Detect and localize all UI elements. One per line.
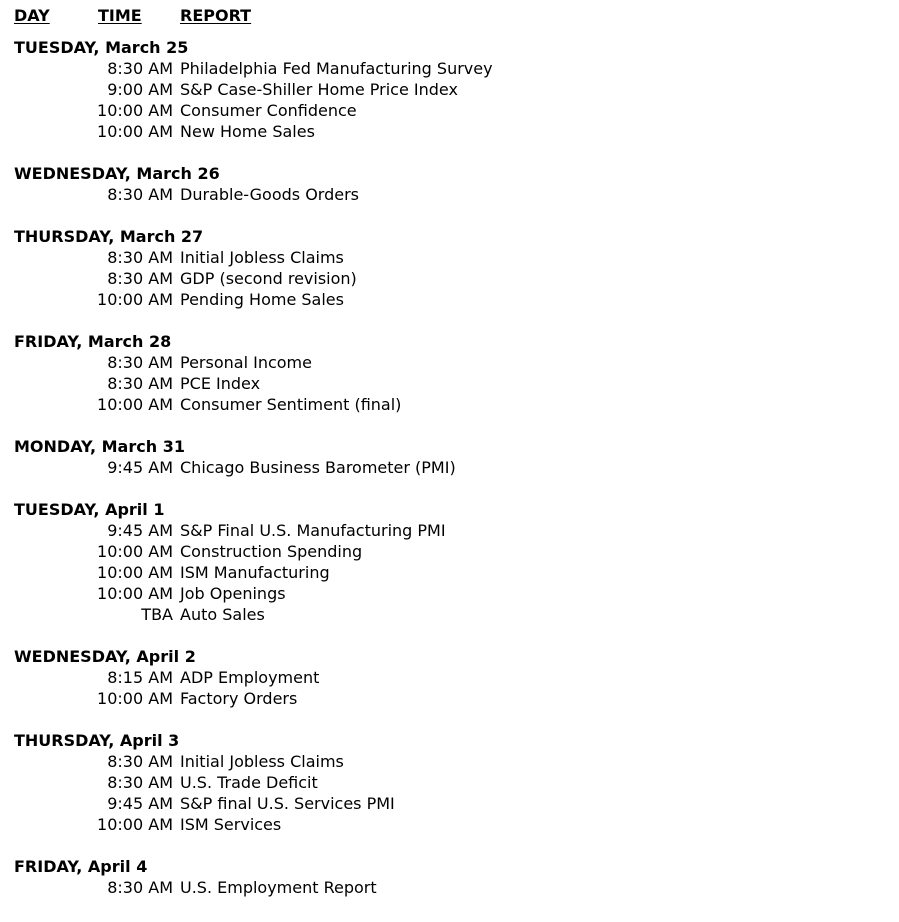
- event-time: 8:15 AM: [107, 668, 173, 687]
- event-row: [14, 121, 884, 142]
- event-report: Factory Orders: [180, 689, 298, 708]
- day-block: [14, 163, 884, 205]
- economic-calendar: [14, 5, 884, 919]
- event-time: TBA: [141, 605, 173, 624]
- event-row: [14, 772, 884, 793]
- event-time: 8:30 AM: [107, 752, 173, 771]
- event-row: [14, 100, 884, 121]
- event-time: 10:00 AM: [97, 815, 173, 834]
- event-time: 10:00 AM: [97, 395, 173, 414]
- event-row: [14, 58, 884, 79]
- event-row: [14, 562, 884, 583]
- event-time: 8:30 AM: [107, 773, 173, 792]
- event-row: [14, 394, 884, 415]
- event-time: 8:30 AM: [107, 269, 173, 288]
- event-time: 10:00 AM: [97, 542, 173, 561]
- event-report: PCE Index: [180, 374, 261, 393]
- event-report: U.S. Trade Deficit: [180, 773, 318, 792]
- event-time: 8:30 AM: [107, 374, 173, 393]
- event-time: 10:00 AM: [97, 689, 173, 708]
- event-report: S&P Case-Shiller Home Price Index: [180, 80, 458, 99]
- event-time: 9:45 AM: [107, 521, 173, 540]
- event-report: Auto Sales: [180, 605, 265, 624]
- day-block: [14, 646, 884, 709]
- day-title: TUESDAY, March 25: [14, 38, 189, 57]
- event-report: GDP (second revision): [180, 269, 357, 288]
- day-title: WEDNESDAY, March 26: [14, 164, 220, 183]
- event-report: Consumer Confidence: [180, 101, 357, 120]
- event-report: Personal Income: [180, 353, 312, 372]
- day-block: [14, 856, 884, 898]
- event-row: [14, 520, 884, 541]
- event-row: [14, 688, 884, 709]
- event-row: [14, 247, 884, 268]
- event-report: ISM Manufacturing: [180, 563, 330, 582]
- event-report: Job Openings: [180, 584, 286, 603]
- event-time: 10:00 AM: [97, 122, 173, 141]
- report-column-header: REPORT: [180, 6, 252, 25]
- event-row: [14, 583, 884, 604]
- event-row: [14, 751, 884, 772]
- event-report: Construction Spending: [180, 542, 363, 561]
- event-row: [14, 541, 884, 562]
- day-block: [14, 499, 884, 625]
- event-report: ADP Employment: [180, 668, 320, 687]
- event-row: [14, 373, 884, 394]
- event-row: [14, 604, 884, 625]
- day-block: [14, 436, 884, 478]
- event-time: 8:30 AM: [107, 59, 173, 78]
- event-row: [14, 457, 884, 478]
- event-report: S&P final U.S. Services PMI: [180, 794, 395, 813]
- event-time: 10:00 AM: [97, 101, 173, 120]
- day-title: FRIDAY, March 28: [14, 332, 172, 351]
- event-report: ISM Services: [180, 815, 282, 834]
- event-report: Chicago Business Barometer (PMI): [180, 458, 456, 477]
- event-time: 8:30 AM: [107, 878, 173, 897]
- event-time: 8:30 AM: [107, 185, 173, 204]
- event-report: Initial Jobless Claims: [180, 752, 344, 771]
- day-title: FRIDAY, April 4: [14, 857, 148, 876]
- time-column-header: TIME: [98, 6, 142, 25]
- event-report: Consumer Sentiment (final): [180, 395, 402, 414]
- column-header-row: [14, 5, 884, 26]
- event-time: 9:45 AM: [107, 458, 173, 477]
- event-report: Initial Jobless Claims: [180, 248, 344, 267]
- event-time: 9:00 AM: [107, 80, 173, 99]
- event-row: [14, 667, 884, 688]
- day-block: [14, 226, 884, 310]
- event-row: [14, 352, 884, 373]
- day-block: [14, 331, 884, 415]
- event-time: 10:00 AM: [97, 290, 173, 309]
- event-report: Durable-Goods Orders: [180, 185, 360, 204]
- event-report: New Home Sales: [180, 122, 315, 141]
- day-block: [14, 730, 884, 835]
- day-list: [14, 37, 884, 898]
- event-time: 10:00 AM: [97, 563, 173, 582]
- header-spacer: [14, 26, 884, 37]
- event-row: [14, 793, 884, 814]
- day-column-header: DAY: [14, 6, 50, 25]
- event-time: 8:30 AM: [107, 353, 173, 372]
- day-title: MONDAY, March 31: [14, 437, 185, 456]
- event-time: 10:00 AM: [97, 584, 173, 603]
- event-row: [14, 814, 884, 835]
- event-report: Pending Home Sales: [180, 290, 344, 309]
- event-time: 9:45 AM: [107, 794, 173, 813]
- event-report: U.S. Employment Report: [180, 878, 377, 897]
- day-title: WEDNESDAY, April 2: [14, 647, 196, 666]
- event-row: [14, 877, 884, 898]
- day-title: THURSDAY, April 3: [14, 731, 180, 750]
- day-block: [14, 37, 884, 142]
- day-title: THURSDAY, March 27: [14, 227, 204, 246]
- event-report: Philadelphia Fed Manufacturing Survey: [180, 59, 493, 78]
- event-report: S&P Final U.S. Manufacturing PMI: [180, 521, 446, 540]
- day-title: TUESDAY, April 1: [14, 500, 165, 519]
- event-row: [14, 79, 884, 100]
- event-row: [14, 268, 884, 289]
- event-row: [14, 289, 884, 310]
- event-time: 8:30 AM: [107, 248, 173, 267]
- event-row: [14, 184, 884, 205]
